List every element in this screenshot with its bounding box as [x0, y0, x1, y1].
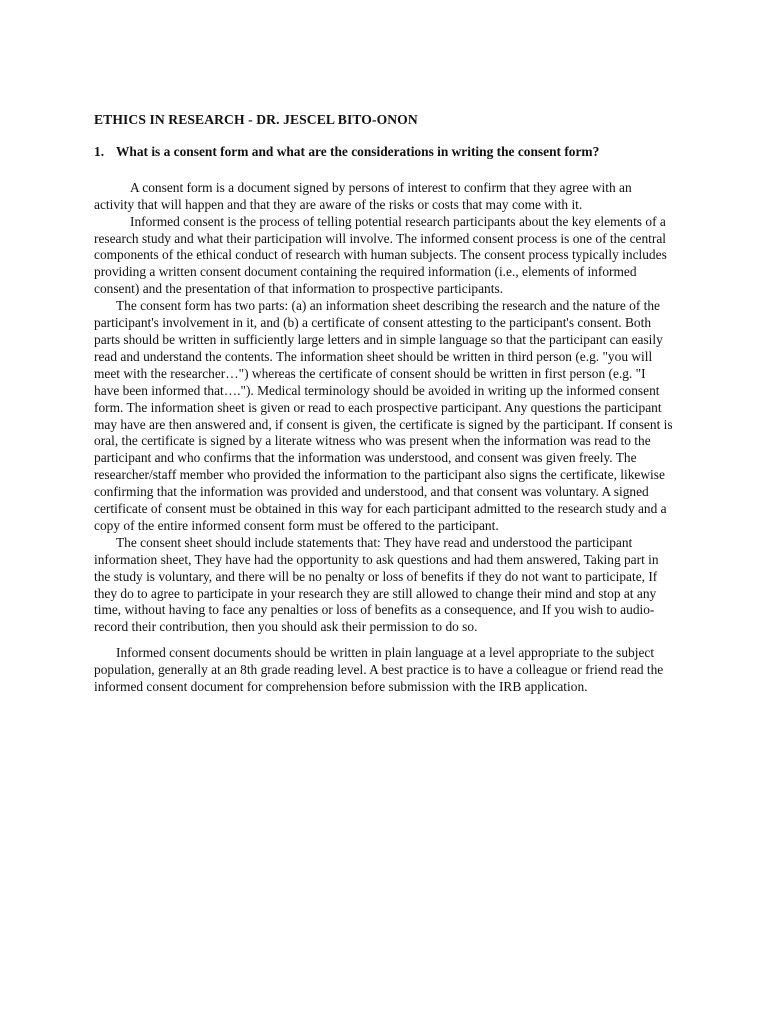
paragraph-consent-definition: A consent form is a document signed by persons of interest to confirm that they agree with an activity that will happen and that they are aware of the risks or costs that may come with it.: [94, 179, 632, 212]
paragraph-consent-sheet-statements: The consent sheet should include statements that: They have read and understood the participant information sheet, They have had the opportunity to ask questions and had them answered, Taking part in the study is voluntary, and there will be no penalty or loss of benefits if they do not want to participate, If they do to agree to participate in your research they are still allowed to change their mind and stop at any time, without having to face any penalties or loss of benefits as a consequence, and If you wish to audio-record their contribution, then you should ask their permission to do so.: [94, 534, 659, 635]
document-title: ETHICS IN RESEARCH - DR. JESCEL BITO-ONON: [94, 112, 418, 127]
question-heading: [94, 144, 674, 161]
paragraph-plain-language: Informed consent documents should be written in plain language at a level appropriate to the subject population, generally at an 8th grade reading level. A best practice is to have a colleague or friend read the informed consent document for comprehension before submission with the IRB application.: [94, 645, 664, 695]
paragraph-informed-consent: Informed consent is the process of telling potential research participants about the key elements of a research study and what their participation will involve. The informed consent process is one of the central components of the ethical conduct of research with human subjects. The consent process typically includes providing a written consent document containing the required information (i.e., elements of informed consent) and the presentation of that information to prospective participants.: [94, 213, 667, 297]
question-number: 1.: [94, 143, 105, 159]
document-page: [94, 112, 674, 696]
paragraph-consent-form-parts: The consent form has two parts: (a) an information sheet describing the research and the nature of the participant's involvement in it, and (b) a certificate of consent attesting to the participant's consent. Both parts should be written in sufficiently large letters and in simple language so that the participant can easily read and understand the contents. The information sheet should be written in third person (e.g. "you will meet with the researcher…") whereas the certificate of consent should be written in first person (e.g. "I have been informed that…."). Medical terminology should be avoided in writing up the informed consent form. The information sheet is given or read to each prospective participant. Any questions the participant may have are then answered and, if consent is given, the certificate is signed by the participant. If consent is oral, the certificate is signed by a literate witness who was present when the information was read to the participant and who confirms that the information was understood, and consent was given freely. The researcher/staff member who provided the information to the participant also signs the certificate, likewise confirming that the information was provided and understood, and that consent was voluntary. A signed certificate of consent must be obtained in this way for each participant admitted to the research study and a copy of the entire informed consent form must be offered to the participant.: [94, 298, 673, 533]
question-text: What is a consent form and what are the considerations in writing the consent form?: [116, 143, 600, 159]
